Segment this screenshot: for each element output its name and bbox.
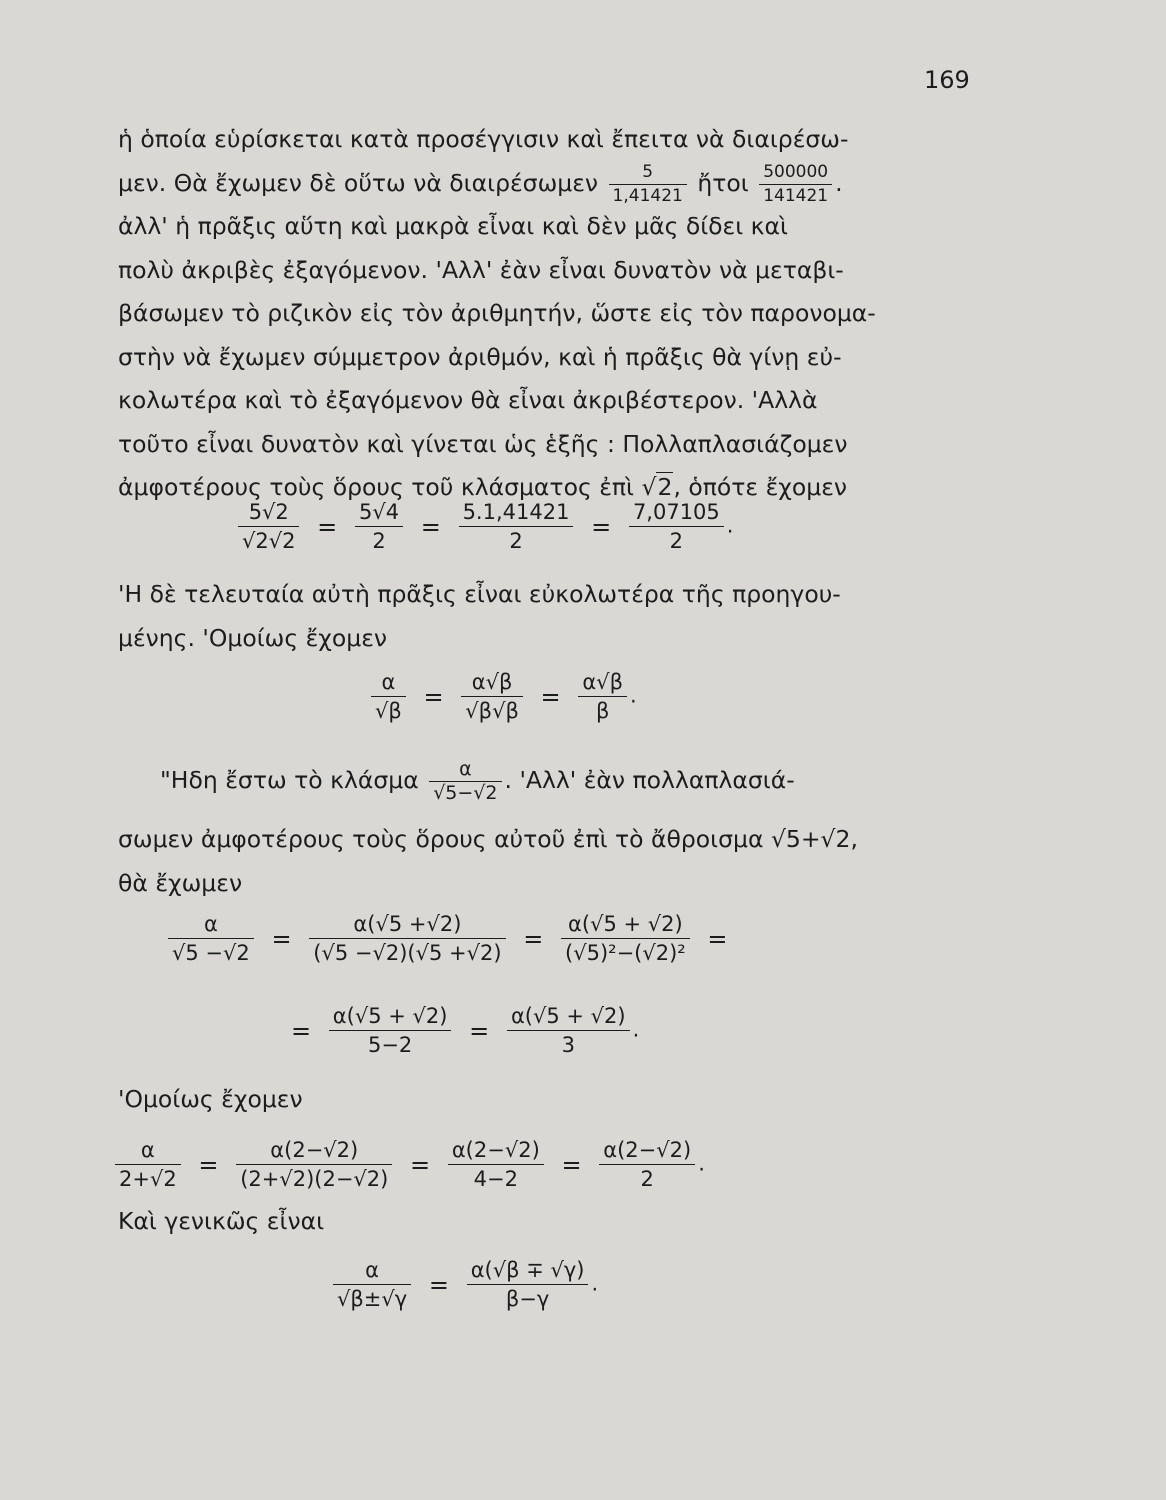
fraction-numerator: α	[365, 1258, 380, 1282]
text-line: τοῦτο εἶναι δυνατὸν καὶ γίνεται ὡς ἑξῆς : Πολλαπλασιάζομεν	[118, 429, 848, 458]
equals-sign: =	[291, 1016, 312, 1045]
sqrt-expression: √2	[641, 473, 673, 501]
fraction	[309, 912, 505, 965]
text-line: κολωτέρα καὶ τὸ ἐξαγόμενον θὰ εἶναι ἀκριβέστερον. 'Αλλὰ	[118, 386, 818, 414]
fraction	[355, 500, 403, 553]
radicand: 2	[657, 473, 673, 501]
fraction	[115, 1138, 181, 1191]
text-segment: ἀμφοτέρους τοὺς ὅρους τοῦ κλάσματος ἐπὶ	[118, 473, 635, 501]
fraction-denominator: β	[578, 696, 627, 723]
equals-sign: =	[271, 924, 292, 953]
equation-1	[235, 500, 733, 553]
equation-6	[330, 1258, 598, 1311]
paragraph-3	[118, 818, 970, 905]
fraction	[561, 912, 690, 965]
fraction-denominator: √2√2	[238, 526, 299, 553]
text-segment: . 'Αλλ' ἐὰν πολλαπλασιά-	[504, 766, 795, 794]
text-line: ἡ ὁποία εὑρίσκεται κατὰ προσέγγισιν καὶ ἔπειτα νὰ διαιρέσω-	[118, 125, 849, 153]
fraction	[238, 500, 299, 553]
fraction-numerator: α(√5 + √2)	[510, 1004, 626, 1028]
fraction	[459, 500, 574, 553]
fraction-denominator: 2	[599, 1164, 695, 1191]
fraction-numerator: 500000	[763, 161, 829, 182]
equals-sign: =	[540, 682, 561, 711]
text-segment: μεν. Θὰ ἔχωμεν δὲ οὕτω νὰ διαιρέσωμεν	[118, 168, 599, 197]
fraction-numerator: 5√2	[248, 500, 289, 524]
text-line: 'Η δὲ τελευταία αὐτὴ πρᾶξις εἶναι εὐκολωτέρα τῆς προηγου-	[118, 580, 841, 608]
text-line: μένης. 'Ομοίως ἔχομεν	[118, 623, 388, 652]
period: .	[591, 1271, 599, 1296]
text-segment: , ὁπότε ἔχομεν	[673, 473, 848, 501]
fraction-numerator: α(2−√2)	[603, 1138, 692, 1162]
period: .	[726, 513, 734, 538]
paragraph-1	[118, 118, 970, 510]
equals-sign: =	[561, 1150, 582, 1179]
equals-sign: =	[420, 512, 441, 541]
period: .	[629, 683, 637, 708]
text-line: σωμεν ἀμφοτέρους τοὺς ὅρους αὐτοῦ ἐπὶ τὸ ἄθροισμα √5+√2,	[118, 825, 858, 853]
text-line-with-fraction	[160, 760, 795, 803]
equals-sign: =	[317, 512, 338, 541]
fraction	[329, 1004, 452, 1057]
period: .	[698, 1151, 705, 1176]
fraction-denominator: (√5)²−(√2)²	[561, 938, 690, 965]
fraction-denominator: β−γ	[467, 1284, 589, 1311]
fraction-denominator: 5−2	[329, 1030, 452, 1057]
fraction	[371, 670, 406, 723]
fraction-numerator: 5√4	[358, 500, 400, 524]
period: .	[835, 168, 843, 197]
fraction-numerator: α	[140, 1138, 155, 1162]
period: .	[632, 1017, 640, 1042]
fraction	[467, 1258, 589, 1311]
equation-2	[368, 670, 637, 723]
equation-3	[165, 912, 736, 965]
equals-sign: =	[523, 924, 544, 953]
equals-sign: =	[591, 512, 612, 541]
text-segment: ἤτοι	[697, 168, 749, 197]
fraction-numerator: 7,07105	[632, 500, 720, 524]
text-line: πολὺ ἀκριβὲς ἐξαγόμενον. 'Αλλ' ἐὰν εἶναι δυνατὸν νὰ μεταβι-	[118, 255, 844, 284]
fraction-numerator: α	[381, 670, 396, 694]
fraction-denominator: 1,41421	[609, 184, 687, 206]
equation-5	[112, 1138, 705, 1191]
fraction-numerator: 5.1,41421	[462, 500, 570, 524]
equals-sign: =	[469, 1016, 490, 1045]
equals-sign: =	[423, 682, 444, 711]
fraction-denominator: 2+√2	[115, 1164, 181, 1191]
fraction-denominator: 3	[507, 1030, 630, 1057]
fraction	[461, 670, 523, 723]
fraction-denominator: √β√β	[461, 696, 523, 723]
fraction-denominator: √β	[371, 696, 406, 723]
fraction	[448, 1138, 544, 1191]
fraction-denominator: 4−2	[448, 1164, 544, 1191]
fraction	[236, 1138, 392, 1191]
fraction-denominator: 2	[459, 526, 574, 553]
text-line: ἀλλ' ἡ πρᾶξις αὕτη καὶ μακρὰ εἶναι καὶ δὲν μᾶς δίδει καὶ	[118, 212, 788, 240]
text-line: θὰ ἔχωμεν	[118, 868, 243, 897]
fraction-denominator: (2+√2)(2−√2)	[236, 1164, 392, 1191]
fraction-numerator: α(√5 + √2)	[332, 1004, 448, 1028]
fraction-numerator: α(√5 +√2)	[353, 912, 462, 936]
fraction	[333, 1258, 411, 1311]
fraction-5-over-1-41421	[609, 163, 687, 206]
fraction-numerator: α(2−√2)	[270, 1138, 359, 1162]
equals-sign: =	[428, 1270, 449, 1299]
fraction-denominator: (√5 −√2)(√5 +√2)	[309, 938, 505, 965]
fraction-numerator: α	[203, 912, 218, 936]
equals-sign: =	[410, 1150, 431, 1179]
equation-4	[283, 1004, 639, 1057]
fraction	[507, 1004, 630, 1057]
fraction-denominator: 2	[629, 526, 724, 553]
fraction	[168, 912, 254, 965]
fraction-denominator: 2	[355, 526, 403, 553]
fraction-numerator: α√β	[582, 670, 623, 694]
fraction-numerator: 5	[642, 161, 654, 182]
page-number: 169	[924, 66, 970, 94]
fraction-numerator: α√β	[471, 670, 513, 694]
equals-sign: =	[198, 1150, 219, 1179]
fraction-denominator: √5−√2	[429, 781, 501, 803]
paragraph-2	[118, 573, 970, 660]
text-line-with-fractions	[118, 162, 970, 206]
fraction-500000-over-141421	[759, 163, 832, 206]
fraction-denominator: 141421	[759, 184, 832, 206]
text-line: βάσωμεν τὸ ριζικὸν εἰς τὸν ἀριθμητήν, ὥστε εἰς τὸν παρονομα-	[118, 299, 876, 327]
text-segment: "Ηδη ἔστω τὸ κλάσμα	[160, 766, 419, 794]
fraction-numerator: α(√5 + √2)	[568, 912, 683, 936]
fraction-denominator: √β±√γ	[333, 1284, 411, 1311]
fraction-numerator: α(2−√2)	[451, 1138, 540, 1162]
fraction-denominator: √5 −√2	[168, 938, 254, 965]
text-line: 'Ομοίως ἔχομεν	[118, 1085, 303, 1113]
fraction	[629, 500, 724, 553]
fraction-numerator: α	[459, 758, 472, 780]
fraction-numerator: α(√β ∓ √γ)	[470, 1258, 585, 1282]
text-line: Καὶ γενικῶς εἶναι	[118, 1207, 325, 1235]
text-line: στὴν νὰ ἔχωμεν σύμμετρον ἀριθμόν, καὶ ἡ πρᾶξις θὰ γίνῃ εὐ-	[118, 342, 842, 371]
fraction-alpha-over-root5-minus-root2	[429, 760, 501, 803]
fraction	[578, 670, 627, 723]
fraction	[599, 1138, 695, 1191]
equals-sign: =	[707, 924, 728, 953]
